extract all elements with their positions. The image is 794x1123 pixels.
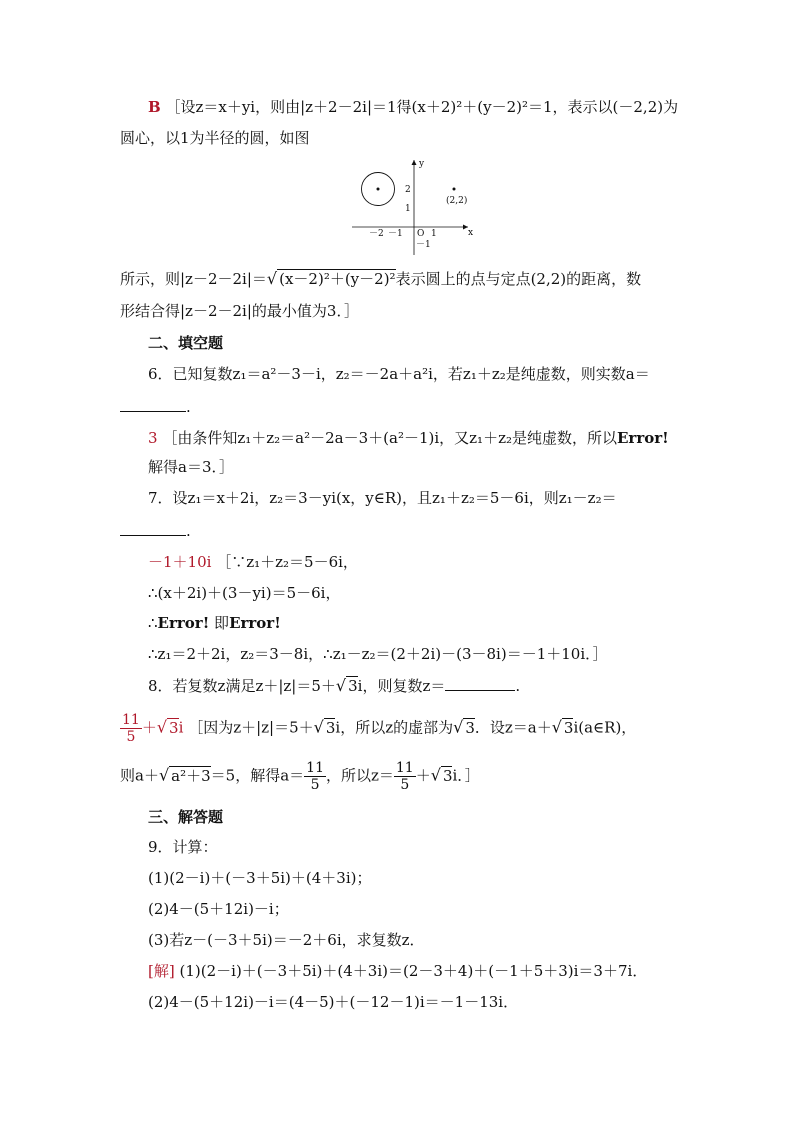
solution-5-line-1 bbox=[148, 96, 684, 118]
solution-5-line-3: 所示，则|z－2－2i|＝√ (x－2)²＋(y－2)²表示圆上的点与定点(2,2)的距离，数 bbox=[120, 269, 642, 288]
question-9-part-2: (2)4－(5＋12i)－i； bbox=[148, 900, 289, 918]
circle-center bbox=[377, 188, 380, 191]
question-9-part-3: (3)若z－(－3＋5i)＝－2＋6i，求复数z． bbox=[148, 931, 425, 949]
answer-7-line-2: ∴(x＋2i)＋(3－yi)＝5－6i， bbox=[148, 584, 341, 602]
question-7: 7．设z₁＝x＋2i，z₂＝3－yi(x，y∈R)，且z₁＋z₂＝5－6i，则z₁－z₂＝ bbox=[148, 489, 617, 507]
question-7-blank: . bbox=[120, 519, 684, 542]
y-label: y bbox=[419, 159, 425, 169]
solution-5-line-2: 圆心，以1为半径的圆，如图 bbox=[120, 129, 310, 147]
fraction: $\frac{11}{5}$ bbox=[122, 712, 140, 745]
answer-tag: B bbox=[148, 98, 161, 116]
answer-7-line-3: ∴Error! 即Error! bbox=[148, 614, 281, 632]
fraction: $\frac{11}{5}$ bbox=[306, 760, 324, 793]
answer-6-line-2: 解得a＝3．］ bbox=[148, 458, 234, 476]
tick-minus-1-y: －1 bbox=[416, 240, 431, 250]
x-label: x bbox=[468, 228, 474, 238]
question-9-part-1: (1)(2－i)＋(－3＋5i)＋(4＋3i)； bbox=[148, 869, 372, 887]
answer-blank bbox=[120, 395, 186, 412]
answer-7: －1＋10i ［∵z₁＋z₂＝5－6i， bbox=[148, 553, 358, 571]
answer-blank bbox=[445, 674, 515, 691]
answer-6: 3 ［由条件知z₁＋z₂＝a²－2a－3＋(a²－1)i，又z₁＋z₂是纯虚数，所以Error! bbox=[148, 429, 669, 447]
circle-figure bbox=[352, 157, 474, 257]
question-6-blank: . bbox=[120, 395, 684, 418]
section-2-heading: 二、填空题 bbox=[148, 334, 224, 352]
question-8: 8．若复数z满足z＋|z|＝5＋√ 3i，则复数z＝ . bbox=[148, 676, 521, 695]
solution-5-line-4: 形结合得|z－2－2i|的最小值为3．］ bbox=[120, 302, 359, 320]
text: ［设z＝x＋yi，则由|z＋2－2i|＝1得(x＋2)²＋(y－2)²＝1，表示以(－2,2)为 bbox=[165, 98, 679, 116]
question-9: 9．计算： bbox=[148, 838, 218, 856]
answer-8-line-2: 则a＋√ a²＋3＝5，解得a＝ $\frac{11}{5}$ ，所以z＝ $\frac{11}{5}$ ＋√ 3i．］ bbox=[120, 760, 480, 793]
tick-minus-1: －1 bbox=[388, 229, 403, 239]
solution-9-line-2: (2)4－(5＋12i)－i＝(4－5)＋(－12－1)i＝－1－13i． bbox=[148, 993, 519, 1011]
section-3-heading: 三、解答题 bbox=[148, 808, 224, 826]
point-2-2 bbox=[453, 188, 456, 191]
tick-1: 1 bbox=[405, 204, 411, 214]
point-label: (2,2) bbox=[446, 196, 468, 206]
fraction: $\frac{11}{5}$ bbox=[395, 760, 414, 793]
tick-1-x: 1 bbox=[431, 229, 437, 239]
y-axis-arrow bbox=[412, 160, 417, 165]
solution-9-line-1: [解] (1)(2－i)＋(－3＋5i)＋(4＋3i)＝(2－3＋4)＋(－1＋5＋3)i＝3＋7i． bbox=[148, 962, 648, 980]
question-6: 6．已知复数z₁＝a²－3－i，z₂＝－2a＋a²i，若z₁＋z₂是纯虚数，则实数a＝ bbox=[148, 365, 650, 383]
answer-blank bbox=[120, 519, 186, 536]
answer-8: $\frac{11}{5}$ ＋√ 3i ［因为z＋|z|＝5＋√ 3i，所以z的虚部为√ 3．设z＝a＋√ 3i(a∈R)， bbox=[122, 712, 637, 745]
origin: O bbox=[417, 229, 425, 239]
tick-minus-2: －2 bbox=[369, 229, 384, 239]
tick-2: 2 bbox=[405, 185, 411, 195]
answer-7-line-4: ∴z₁＝2＋2i，z₂＝3－8i，∴z₁－z₂＝(2＋2i)－(3－8i)＝－1＋10i．］ bbox=[148, 645, 608, 663]
